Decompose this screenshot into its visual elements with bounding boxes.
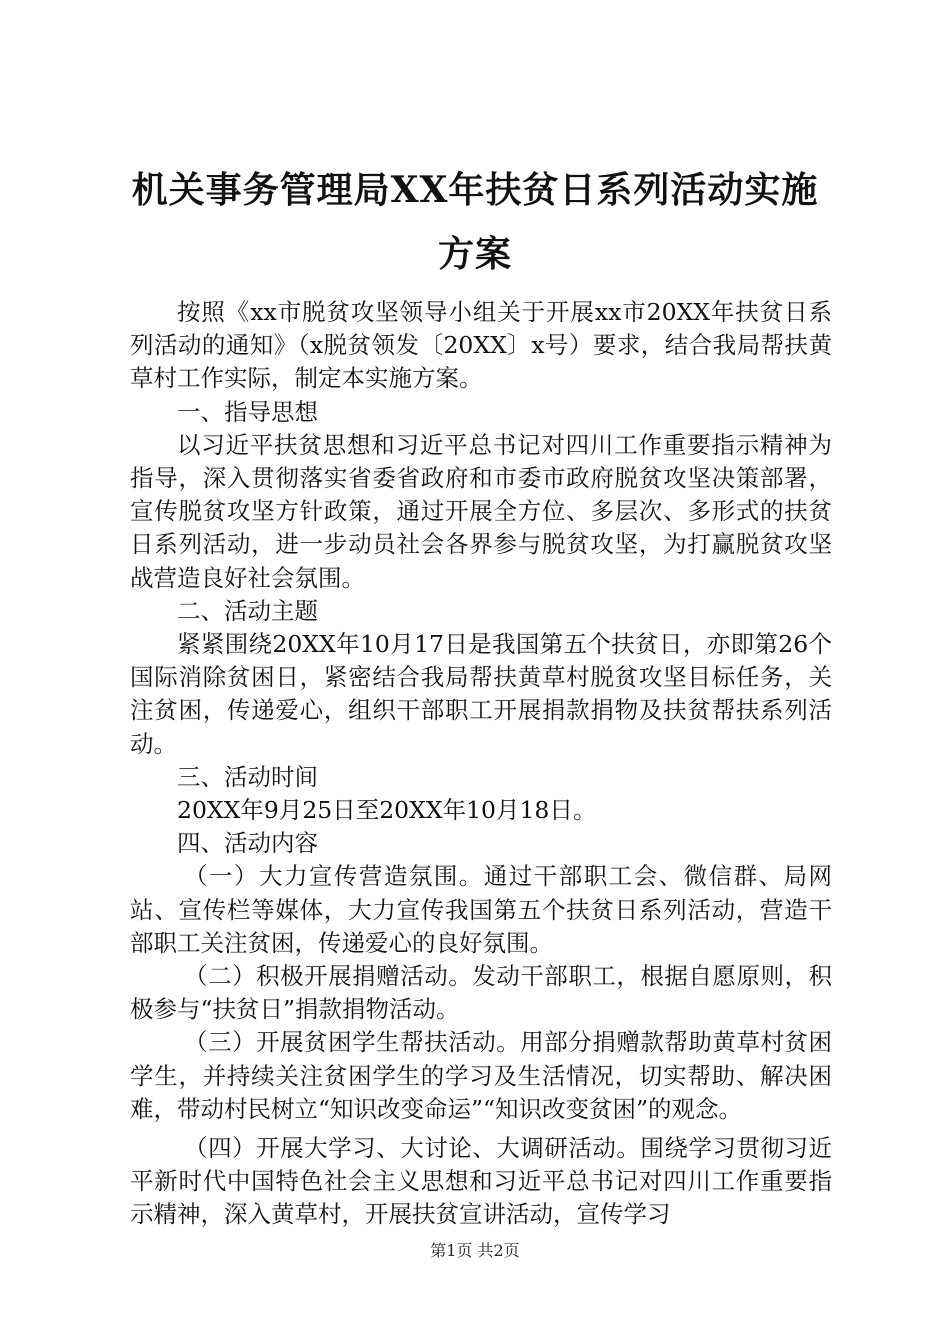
paragraph-content-item-4: （四）开展大学习、大讨论、大调研活动。围绕学习贯彻习近平新时代中国特色社会主义思想和习近平总书记对四川工作重要指示精神，深入黄草村，开展扶贫宣讲活动，宣传学习 <box>130 1134 832 1229</box>
document-body <box>130 296 832 1232</box>
paragraph-activity-time: 20XX年9月25日至20XX年10月18日。 <box>177 796 597 825</box>
paragraph-guiding-thought: 以习近平扶贫思想和习近平总书记对四川工作重要指示精神为指导，深入贯彻落实省委省政府和市委市政府脱贫攻坚决策部署，宣传脱贫攻坚方针政策，通过开展全方位、多层次、多形式的扶贫日系列活动，进一步动员社会各界参与脱贫攻坚，为打赢脱贫攻坚战营造良好社会氛围。 <box>130 430 832 592</box>
paragraph-content-item-3: （三）开展贫困学生帮扶活动。用部分捐赠款帮助黄草村贫困学生，并持续关注贫困学生的学习及生活情况，切实帮助、解决困难，带动村民树立“知识改变命运”“知识改变贫困”的观念。 <box>130 1028 832 1123</box>
paragraph-activity-theme: 紧紧围绕20XX年10月17日是我国第五个扶贫日，亦即第26个国际消除贫困日，紧密结合我局帮扶黄草村脱贫攻坚目标任务，关注贫困，传递爱心，组织干部职工开展捐款捐物及扶贫帮扶系列活动。 <box>130 630 832 758</box>
section-heading-activity-time: 三、活动时间 <box>177 762 318 791</box>
page-footer: 第1页 共2页 <box>430 1241 520 1260</box>
paragraph-intro: 按照《xx市脱贫攻坚领导小组关于开展xx市20XX年扶贫日系列活动的通知》（x脱贫领发〔20XX〕x号）要求，结合我局帮扶黄草村工作实际，制定本实施方案。 <box>130 298 832 393</box>
section-heading-guiding-thought: 一、指导思想 <box>177 397 318 426</box>
section-heading-activity-theme: 二、活动主题 <box>177 596 318 625</box>
paragraph-content-item-1: （一）大力宣传营造氛围。通过干部职工会、微信群、局网站、宣传栏等媒体，大力宣传我国第五个扶贫日系列活动，营造干部职工关注贫困，传递爱心的良好氛围。 <box>130 862 832 957</box>
section-heading-activity-content: 四、活动内容 <box>177 829 318 858</box>
paragraph-content-item-2: （二）积极开展捐赠活动。发动干部职工，根据自愿原则，积极参与“扶贫日”捐款捐物活动。 <box>130 962 832 1024</box>
document-title: 机关事务管理局XX年扶贫日系列活动实施方案 <box>131 169 819 275</box>
